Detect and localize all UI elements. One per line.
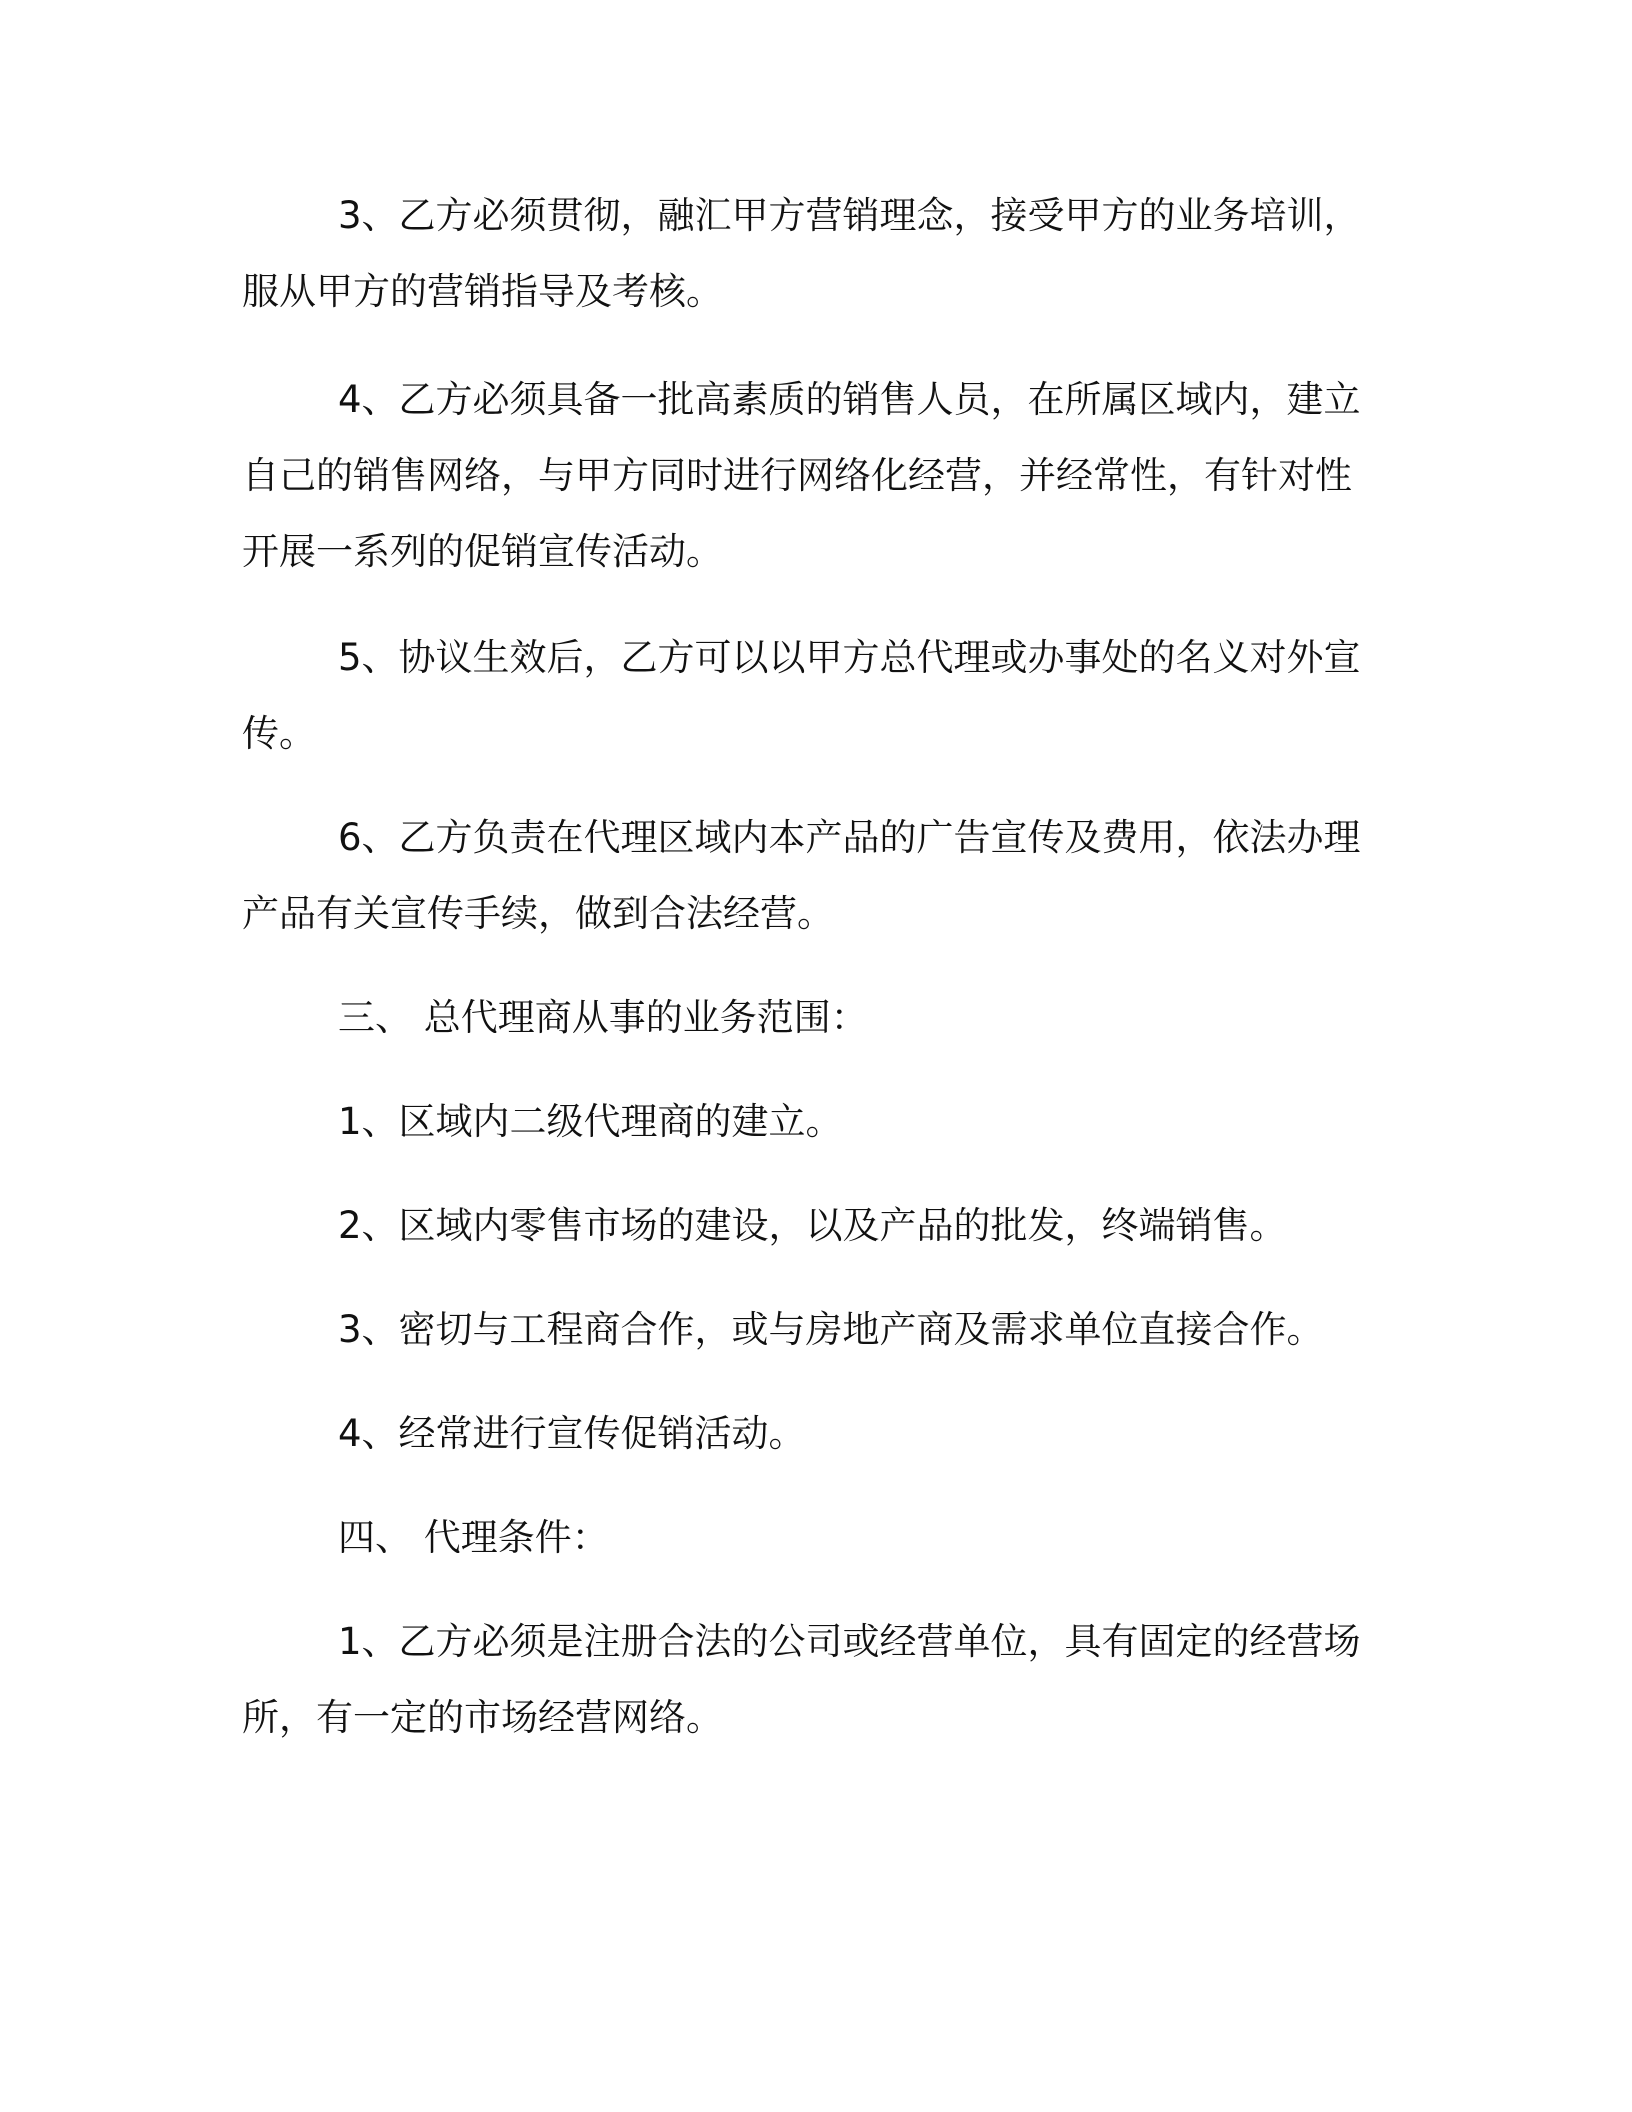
paragraph-clause-4: 4、乙方必须具备一批高素质的销售人员，在所属区域内，建立自己的销售网络，与甲方同时进行网络化经营，并经常性，有针对性开展一系列的促销宣传活动。 bbox=[242, 378, 1361, 573]
paragraph-clause-3: 3、乙方必须贯彻，融汇甲方营销理念，接受甲方的业务培训，服从甲方的营销指导及考核。 bbox=[242, 194, 1361, 313]
paragraph-clause-5: 5、协议生效后，乙方可以以甲方总代理或办事处的名义对外宣传。 bbox=[242, 636, 1361, 755]
section-heading-business-scope: 三、 总代理商从事的业务范围： bbox=[338, 996, 868, 1039]
paragraph-clause-6: 6、乙方负责在代理区域内本产品的广告宣传及费用，依法办理产品有关宣传手续，做到合法经营。 bbox=[242, 816, 1361, 935]
section-heading-agency-conditions: 四、 代理条件： bbox=[338, 1516, 609, 1559]
list-item-scope-4: 4、经常进行宣传促销活动。 bbox=[338, 1412, 806, 1455]
list-item-scope-3: 3、密切与工程商合作，或与房地产商及需求单位直接合作。 bbox=[338, 1308, 1324, 1351]
list-item-scope-1: 1、区域内二级代理商的建立。 bbox=[338, 1100, 843, 1143]
paragraph-condition-1: 1、乙方必须是注册合法的公司或经营单位，具有固定的经营场所，有一定的市场经营网络。 bbox=[242, 1620, 1361, 1739]
list-item-scope-2: 2、区域内零售市场的建设，以及产品的批发，终端销售。 bbox=[338, 1204, 1287, 1247]
